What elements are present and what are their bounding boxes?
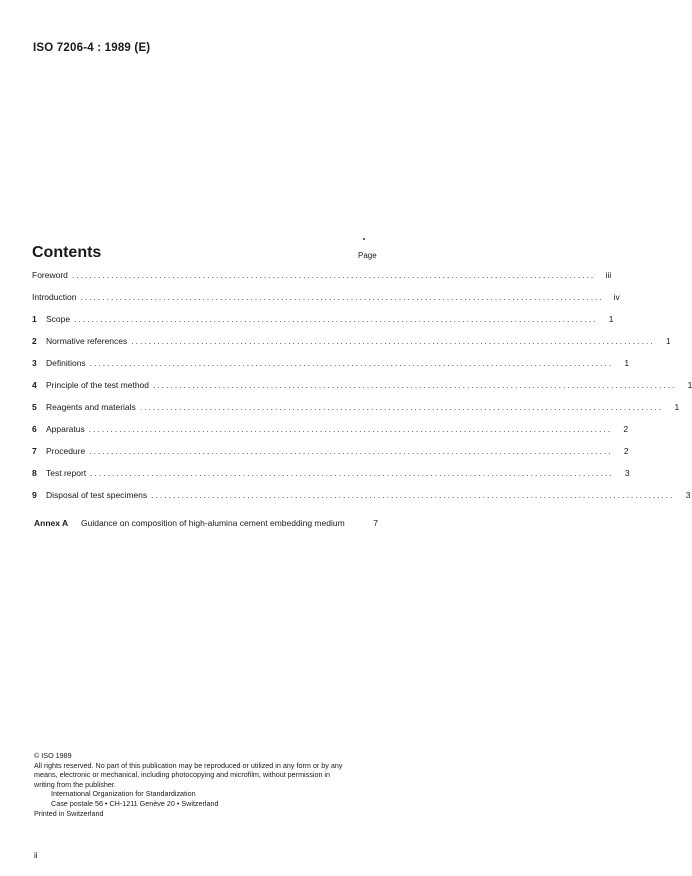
- toc-entry-number: 4: [32, 380, 37, 390]
- toc-annex-row[interactable]: [34, 518, 378, 528]
- toc-leader-dots: ........................................................................................................................: [153, 380, 677, 390]
- toc-entry-title: Scope: [46, 314, 71, 324]
- page-number: ii: [34, 851, 38, 860]
- rights-line-1: All rights reserved. No part of this publication may be reproduced or utilized in any form or by any: [34, 760, 343, 770]
- toc-leader-dots: ........................................................................................................................: [89, 358, 614, 368]
- toc-entry-title: Foreword: [32, 270, 68, 280]
- toc-entry-page: iii: [605, 270, 612, 280]
- toc-entry-page: 3: [685, 490, 691, 500]
- toc-entry-page: 1: [608, 314, 614, 324]
- toc-leader-dots: ........................................................................................................................: [88, 424, 613, 434]
- toc-leader-dots: ........................................................................................................................: [131, 336, 655, 346]
- toc-entry[interactable]: [32, 468, 630, 490]
- toc-leader-dots: ........................................................................................................................: [89, 446, 613, 456]
- toc-entry[interactable]: [32, 292, 620, 314]
- toc-entry-page: 1: [687, 380, 692, 390]
- toc-entry-title: Normative references: [46, 336, 128, 346]
- toc-entry-title: Disposal of test specimens: [46, 490, 148, 500]
- toc-leader-dots: ........................................................................................................................: [80, 292, 604, 302]
- toc-entry-title: Test report: [46, 468, 87, 478]
- toc-leader-dots: ........................................................................................................................: [74, 314, 598, 324]
- toc-leader-dots: ........................................................................................................................: [71, 270, 596, 280]
- stray-mark: [363, 238, 365, 240]
- rights-line-3: writing from the publisher.: [34, 779, 116, 789]
- toc-entry-number: 6: [32, 424, 37, 434]
- toc-entry-title: Definitions: [46, 358, 86, 368]
- toc-entry[interactable]: [32, 358, 630, 380]
- toc-entry-page: 1: [624, 358, 630, 368]
- toc-entry-title: Principle of the test method: [46, 380, 150, 390]
- toc-entry-page: 1: [665, 336, 671, 346]
- printed-line: Printed in Switzerland: [34, 808, 104, 818]
- toc-entry-number: 7: [32, 446, 37, 456]
- toc-entry[interactable]: [32, 446, 629, 468]
- toc-entry-page: iv: [613, 292, 620, 302]
- toc-entry-title: Reagents and materials: [46, 402, 136, 412]
- toc-entry-number: 1: [32, 314, 37, 324]
- toc-entry-page: 2: [623, 446, 629, 456]
- toc-entry-title: Apparatus: [46, 424, 85, 434]
- organization-address: Case postale 56 • CH-1211 Genève 20 • Switzerland: [51, 798, 219, 808]
- copyright-notice: [34, 751, 380, 818]
- toc-entry-number: 9: [32, 490, 37, 500]
- toc-leader-dots: ........................................................................................................................: [139, 402, 664, 412]
- rights-line-2: means, electronic or mechanical, including photocopying and microfilm, without permission in: [34, 770, 331, 780]
- toc-entry[interactable]: [32, 380, 692, 402]
- toc-leader-dots: ........................................................................................................................: [90, 468, 614, 478]
- toc-entry-number: 3: [32, 358, 37, 368]
- annex-page: 7: [373, 518, 378, 528]
- toc-entry[interactable]: [32, 270, 612, 292]
- toc-entry[interactable]: [32, 336, 671, 358]
- copyright-line: © ISO 1989: [34, 751, 72, 760]
- toc-entry-number: 8: [32, 468, 37, 478]
- annex-title: Guidance on composition of high-alumina cement embedding medium: [81, 518, 345, 528]
- toc-entry-title: Procedure: [46, 446, 86, 456]
- organization-name: International Organization for Standardization: [51, 789, 196, 799]
- toc-entry-page: 3: [624, 468, 630, 478]
- toc-entry-number: 5: [32, 402, 37, 412]
- toc-entry[interactable]: [32, 314, 614, 336]
- annex-label: Annex A: [34, 518, 69, 528]
- table-of-contents: [32, 270, 692, 512]
- toc-entry-title: Introduction: [32, 292, 77, 302]
- toc-entry-page: 1: [674, 402, 680, 412]
- toc-entry[interactable]: [32, 490, 691, 512]
- toc-entry-number: 2: [32, 336, 37, 346]
- toc-leader-dots: ........................................................................................................................: [151, 490, 675, 500]
- toc-entry[interactable]: [32, 402, 680, 424]
- toc-entry-page: 2: [623, 424, 629, 434]
- toc-entry[interactable]: [32, 424, 629, 446]
- document-reference: ISO 7206-4 : 1989 (E): [33, 42, 151, 54]
- contents-title: Contents: [32, 244, 102, 261]
- page-column-label: Page: [358, 251, 377, 260]
